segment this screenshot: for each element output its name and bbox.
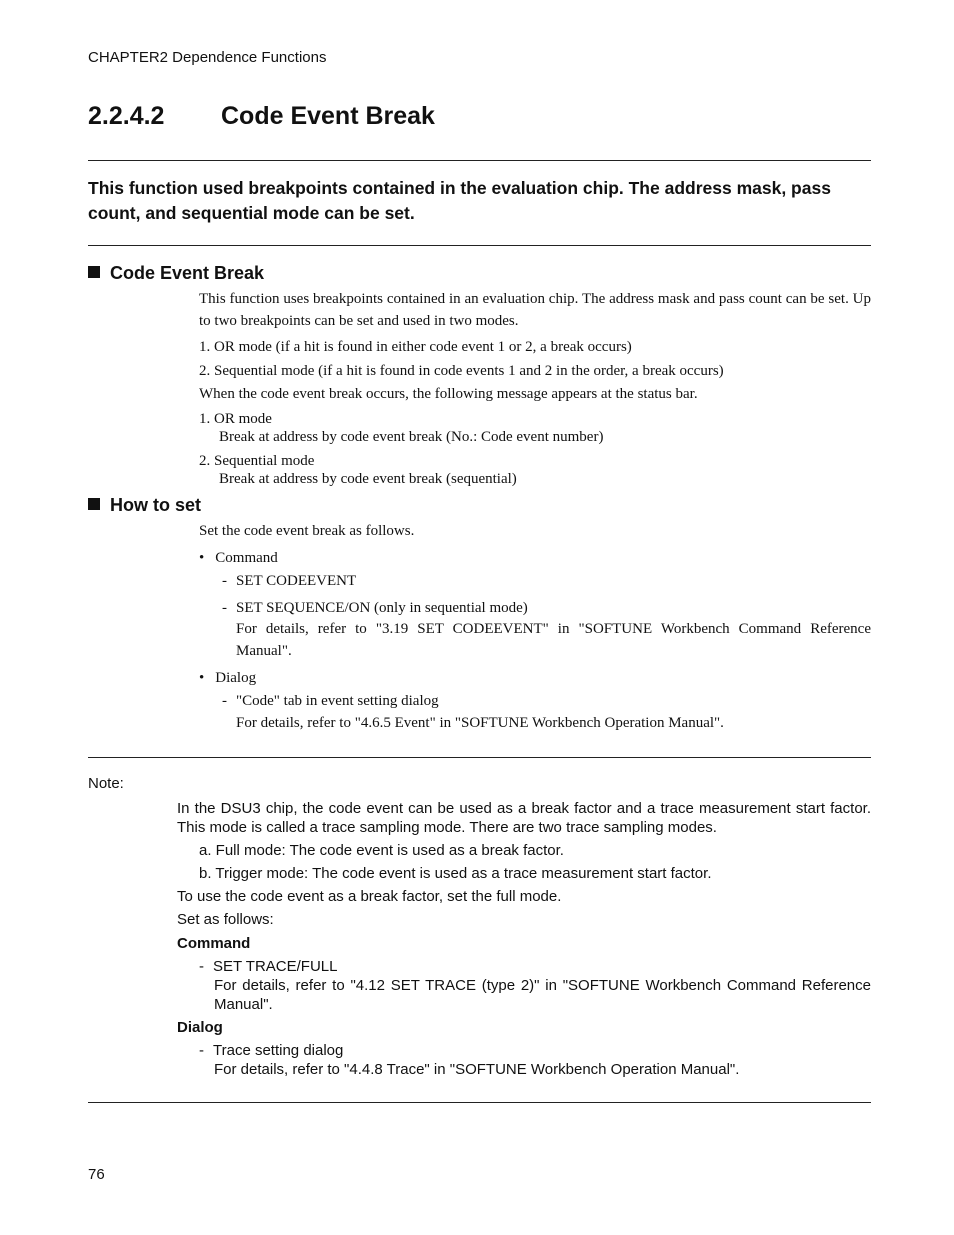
- code-event-break-intro: This function uses breakpoints contained in an evaluation chip. The address mask and pass count can be set. Up to two breakpoints can be set and used in two modes.: [199, 291, 871, 329]
- command-item: - SET CODEEVENT: [222, 573, 357, 589]
- mode-item-sequential: 2. Sequential mode (if a hit is found in code events 1 and 2 in the order, a break occurs): [199, 363, 724, 379]
- divider: [88, 245, 871, 246]
- dash-icon: -: [222, 600, 227, 616]
- bullet-dialog: • Dialog: [199, 670, 257, 686]
- dash-icon: -: [199, 1042, 204, 1059]
- note-command-label: Command: [177, 935, 251, 952]
- subsection-heading-how-to-set: How to set: [88, 495, 201, 516]
- note-dialog-label: Dialog: [177, 1019, 223, 1036]
- command-item: - SET SEQUENCE/ON (only in sequential mode): [222, 600, 528, 616]
- note-mode-full: a. Full mode: The code event is used as a break factor.: [199, 842, 564, 859]
- dialog-reference: For details, refer to "4.6.5 Event" in "SOFTUNE Workbench Operation Manual".: [236, 715, 724, 731]
- bullet-icon: •: [199, 670, 205, 686]
- how-to-set-intro: Set the code event break as follows.: [199, 523, 415, 539]
- bullet-icon: •: [199, 550, 205, 566]
- note-mode-trigger: b. Trigger mode: The code event is used as a trace measurement start factor.: [199, 865, 712, 882]
- divider: [88, 757, 871, 758]
- divider: [88, 160, 871, 161]
- dash-icon: -: [222, 573, 227, 589]
- square-bullet-icon: [88, 498, 100, 510]
- dash-icon: -: [199, 958, 204, 975]
- note-paragraph: In the DSU3 chip, the code event can be used as a break factor and a trace measurement start factor. This mode is called a trace sampling mode. There are two trace sampling modes.: [177, 800, 871, 836]
- mode-item-or: 1. OR mode (if a hit is found in either code event 1 or 2, a break occurs): [199, 339, 632, 355]
- command-reference: For details, refer to "3.19 SET CODEEVENT" in "SOFTUNE Workbench Command Reference Manual".: [236, 621, 871, 659]
- subsection-heading-code-event-break: Code Event Break: [88, 263, 264, 284]
- note-command-item: - SET TRACE/FULL: [199, 958, 338, 975]
- dash-icon: -: [222, 693, 227, 709]
- message-item-sequential: 2. Sequential mode Break at address by code event break (sequential): [199, 453, 517, 487]
- note-dialog-reference: For details, refer to "4.4.8 Trace" in "SOFTUNE Workbench Operation Manual".: [214, 1061, 740, 1078]
- section-summary: This function used breakpoints contained in the evaluation chip. The address mask, pass count, and sequential mode can be set.: [88, 178, 831, 223]
- page-number: 76: [88, 1166, 105, 1183]
- divider: [88, 1102, 871, 1103]
- square-bullet-icon: [88, 266, 100, 278]
- bullet-command: • Command: [199, 550, 278, 566]
- section-title-text: Code Event Break: [221, 102, 435, 130]
- section-title: [88, 102, 435, 131]
- section-number: 2.2.4.2: [88, 102, 165, 130]
- note-label: Note:: [88, 775, 124, 792]
- note-set-as-follows: Set as follows:: [177, 911, 274, 928]
- note-command-reference: For details, refer to "4.12 SET TRACE (type 2)" in "SOFTUNE Workbench Command Reference Manual".: [214, 977, 871, 1013]
- status-bar-intro: When the code event break occurs, the following message appears at the status bar.: [199, 386, 698, 402]
- chapter-header: CHAPTER2 Dependence Functions: [88, 49, 327, 66]
- note-full-mode-line: To use the code event as a break factor, set the full mode.: [177, 888, 562, 905]
- message-item-or: 1. OR mode Break at address by code event break (No.: Code event number): [199, 411, 604, 445]
- dialog-item: - "Code" tab in event setting dialog: [222, 693, 439, 709]
- note-dialog-item: - Trace setting dialog: [199, 1042, 344, 1059]
